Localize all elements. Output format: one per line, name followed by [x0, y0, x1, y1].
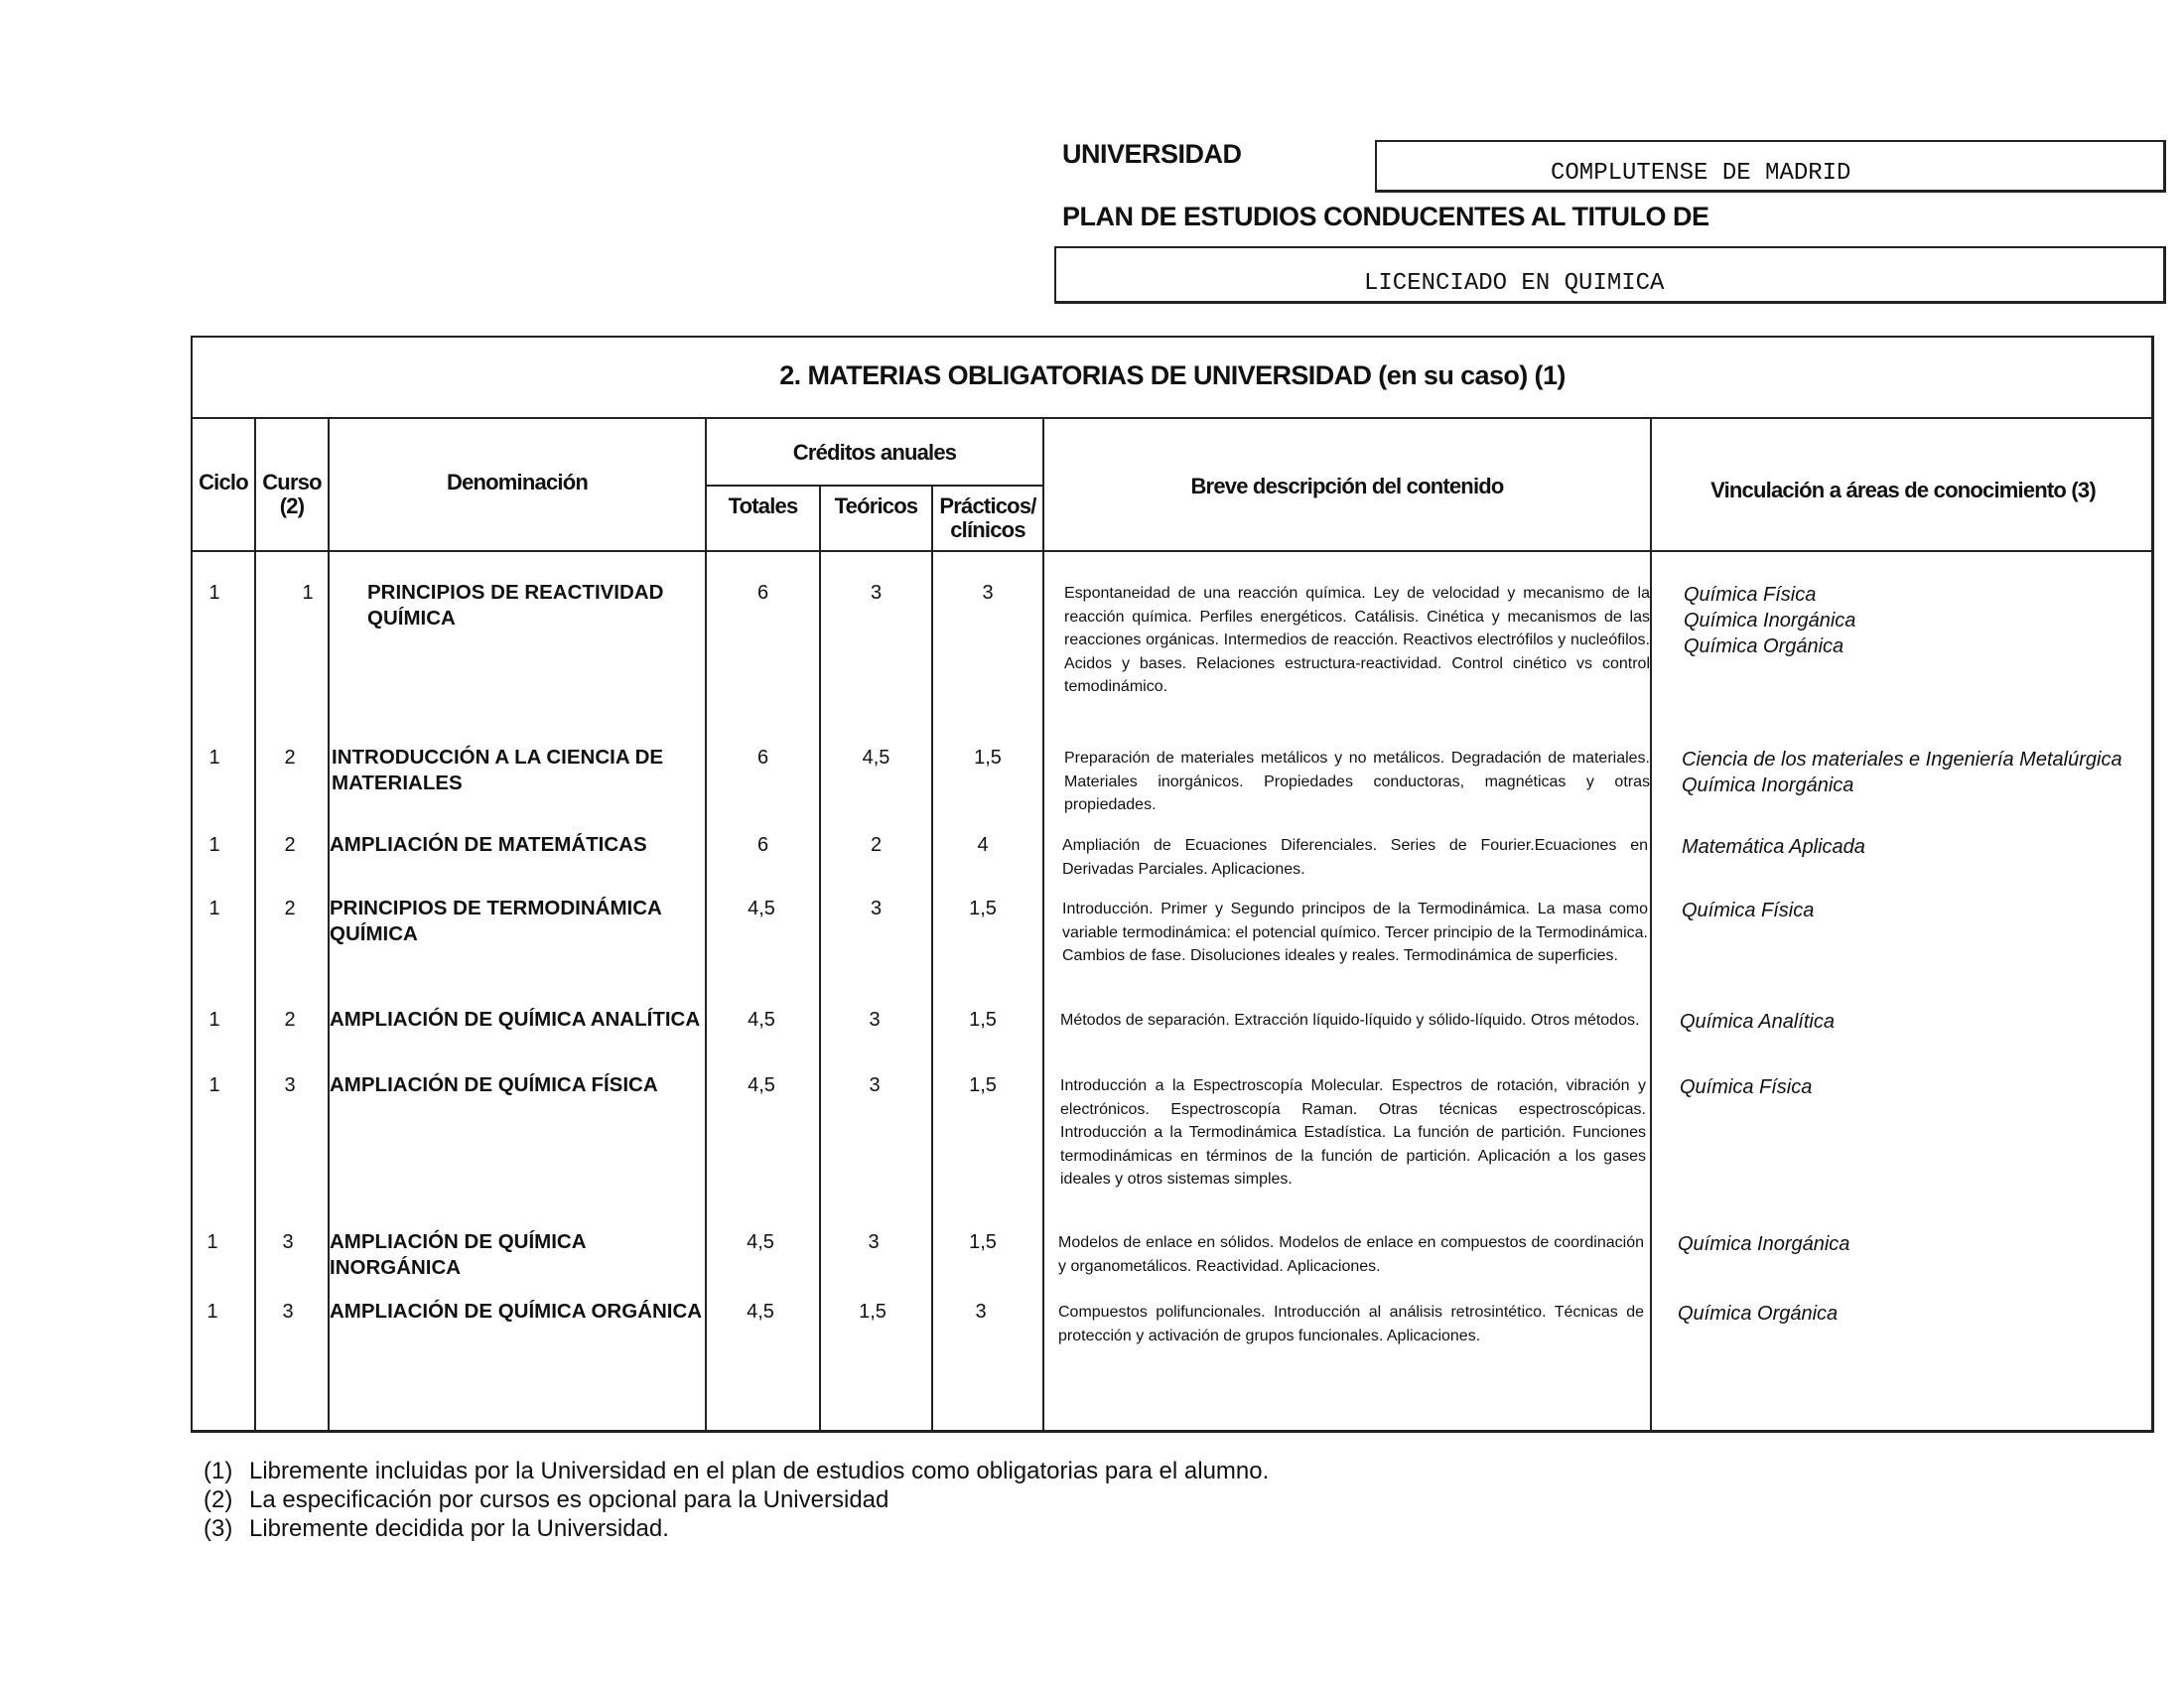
col-denominacion-header: Denominación: [447, 470, 588, 494]
row-name: INTRODUCCIÓN A LA CIENCIA DE MATERIALES: [332, 746, 664, 794]
row-ciclo: 1: [206, 1301, 218, 1323]
plan-label: PLAN DE ESTUDIOS CONDUCENTES AL TITULO DE: [1062, 202, 1709, 231]
row-teoricos: 3: [869, 1009, 881, 1031]
row-practicos: 1,5: [969, 898, 997, 919]
table-title: 2. MATERIAS OBLIGATORIAS DE UNIVERSIDAD (en su caso) (1): [779, 360, 1566, 390]
col-descripcion-header: Breve descripción del contenido: [1190, 474, 1504, 498]
row-teoricos: 4,5: [862, 747, 890, 769]
row-ciclo: 1: [208, 1074, 220, 1096]
row-ciclo: 1: [208, 834, 220, 856]
row-teoricos: 2: [870, 834, 883, 856]
row-name: AMPLIACIÓN DE QUÍMICA ANALÍTICA: [330, 1008, 701, 1031]
row-description: Introducción. Primer y Segundo principos de la Termodinámica. La masa como variable termodinámica: el potencial químico. Tercer principio de la Termodinámica. Cambios de fase. Disoluciones ideales y reales. Termodinámica de superficies.: [1062, 901, 1648, 964]
row-curso: 1: [302, 582, 314, 604]
col-divider: [254, 417, 256, 1432]
col-curso-note: (2): [279, 493, 305, 518]
row-area: Ciencia de los materiales e Ingeniería Metalúrgica: [1682, 749, 2122, 771]
titulo-field: [1054, 246, 2166, 304]
row-description: Métodos de separación. Extracción líquido-líquido y sólido-líquido. Otros métodos.: [1060, 1012, 1640, 1029]
row-practicos: 4: [977, 834, 989, 856]
universidad-value: COMPLUTENSE DE MADRID: [1551, 160, 1851, 187]
row-name: PRINCIPIOS DE TERMODINÁMICA QUÍMICA: [330, 897, 662, 945]
row-area: Matemática Aplicada: [1682, 836, 1865, 858]
row-practicos: 1,5: [969, 1009, 997, 1031]
universidad-field: [1375, 140, 2166, 193]
footnote-number: (1): [204, 1458, 233, 1484]
footnote: [204, 1485, 1269, 1514]
row-curso: 2: [284, 834, 296, 856]
row-curso: 2: [284, 898, 296, 919]
row-name: AMPLIACIÓN DE MATEMÁTICAS: [330, 833, 647, 856]
footnote-number: (3): [204, 1515, 233, 1542]
row-curso: 3: [282, 1231, 294, 1253]
row-totales: 4,5: [748, 1074, 775, 1096]
col-divider: [1042, 417, 1044, 1432]
title-divider: [191, 417, 2154, 419]
row-ciclo: 1: [206, 1231, 218, 1253]
col-divider: [819, 485, 821, 1432]
row-area: Química Orgánica: [1678, 1303, 1839, 1325]
row-curso: 3: [282, 1301, 294, 1323]
row-ciclo: 1: [208, 898, 220, 919]
row-area: Química Analítica: [1680, 1011, 1835, 1033]
col-practicos-header-2: clínicos: [950, 517, 1025, 542]
col-vinculacion-header: Vinculación a áreas de conocimiento (3): [1710, 478, 2096, 502]
row-practicos: 3: [975, 1301, 987, 1323]
row-area: Química Inorgánica: [1678, 1233, 1850, 1255]
row-teoricos: 3: [869, 1074, 881, 1096]
row-name: AMPLIACIÓN DE QUÍMICA ORGÁNICA: [330, 1300, 703, 1323]
row-practicos: 1,5: [969, 1074, 997, 1096]
col-teoricos-header: Teóricos: [834, 493, 918, 518]
row-ciclo: 1: [208, 747, 220, 769]
footnotes: [204, 1457, 1269, 1543]
row-totales: 4,5: [747, 1301, 774, 1323]
row-description: Preparación de materiales metálicos y no metálicos. Degradación de materiales. Materiales inorgánicos. Propiedades conductoras, magnéticas y otras propiedades.: [1064, 750, 1650, 813]
row-area: Química Física: [1682, 900, 1815, 921]
col-ciclo-header: Ciclo: [199, 470, 248, 494]
row-practicos: 1,5: [974, 747, 1002, 769]
row-area: Química Física: [1680, 1076, 1813, 1098]
row-description: Espontaneidad de una reacción química. Ley de velocidad y mecanismo de la reacción química. Perfiles energéticos. Catálisis. Cinética y mecanismos de las reacciones orgánicas. Intermedios de reacción. Reactivos electrófilos y nucleófilos. Acidos y bases. Relaciones estructura-reactividad. Control cinético vs control temodinámico.: [1064, 585, 1650, 695]
row-name: AMPLIACIÓN DE QUÍMICA INORGÁNICA: [330, 1230, 586, 1279]
footnote-text: Libremente incluidas por la Universidad en el plan de estudios como obligatorias para el alumno.: [249, 1458, 1270, 1484]
row-curso: 3: [284, 1074, 296, 1096]
row-totales: 4,5: [748, 1009, 775, 1031]
footnote: [204, 1457, 1269, 1485]
creditos-divider: [707, 485, 1044, 487]
row-area: Química Física: [1684, 584, 1817, 606]
col-divider: [705, 417, 707, 1432]
titulo-value: LICENCIADO EN QUIMICA: [1364, 270, 1665, 297]
footnote-text: La especificación por cursos es opcional para la Universidad: [249, 1486, 889, 1513]
row-curso: 2: [284, 1009, 296, 1031]
col-practicos-header: Prácticos/: [939, 493, 1036, 518]
col-divider: [931, 485, 933, 1432]
footnote-text: Libremente decidida por la Universidad.: [249, 1515, 669, 1542]
row-description: Introducción a la Espectroscopía Molecular. Espectros de rotación, vibración y electrónicos. Espectroscopía Raman. Otras técnicas espectroscópicas. Introducción a la Termodinámica Estadística. La función de partición. Funciones termodinámicas en términos de la función de partición. Aplicación a los gases ideales y otros sistemas simples.: [1060, 1077, 1646, 1188]
row-name: PRINCIPIOS DE REACTIVIDAD QUÍMICA: [367, 581, 664, 630]
row-teoricos: 1,5: [859, 1301, 887, 1323]
row-area: Química Inorgánica: [1684, 610, 1856, 632]
row-curso: 2: [284, 747, 296, 769]
col-curso-header: Curso: [262, 470, 322, 494]
row-practicos: 3: [982, 582, 994, 604]
row-teoricos: 3: [868, 1231, 880, 1253]
row-ciclo: 1: [208, 1009, 220, 1031]
row-totales: 6: [756, 834, 769, 856]
row-description: Modelos de enlace en sólidos. Modelos de enlace en compuestos de coordinación y organometálicos. Reactividad. Aplicaciones.: [1058, 1234, 1644, 1275]
row-teoricos: 3: [870, 582, 883, 604]
row-teoricos: 3: [870, 898, 883, 919]
row-totales: 4,5: [747, 1231, 774, 1253]
row-practicos: 1,5: [969, 1231, 997, 1253]
row-name: AMPLIACIÓN DE QUÍMICA FÍSICA: [330, 1073, 658, 1096]
col-totales-header: Totales: [728, 493, 798, 518]
col-creditos-header: Créditos anuales: [792, 440, 957, 465]
row-ciclo: 1: [208, 582, 220, 604]
row-totales: 6: [756, 582, 769, 604]
header-divider: [191, 550, 2154, 552]
row-totales: 6: [756, 747, 769, 769]
row-description: Compuestos polifuncionales. Introducción al análisis retrosintético. Técnicas de protección y activación de grupos funcionales. Aplicaciones.: [1058, 1304, 1644, 1344]
row-area: Química Orgánica: [1684, 635, 1844, 657]
footnote-number: (2): [204, 1486, 233, 1513]
row-description: Ampliación de Ecuaciones Diferenciales. Series de Fourier.Ecuaciones en Derivadas Parciales. Aplicaciones.: [1062, 837, 1648, 878]
col-divider: [1650, 417, 1652, 1432]
footnote: [204, 1514, 1269, 1543]
universidad-label: UNIVERSIDAD: [1062, 139, 1242, 169]
row-area: Química Inorgánica: [1682, 774, 1854, 796]
row-totales: 4,5: [748, 898, 775, 919]
